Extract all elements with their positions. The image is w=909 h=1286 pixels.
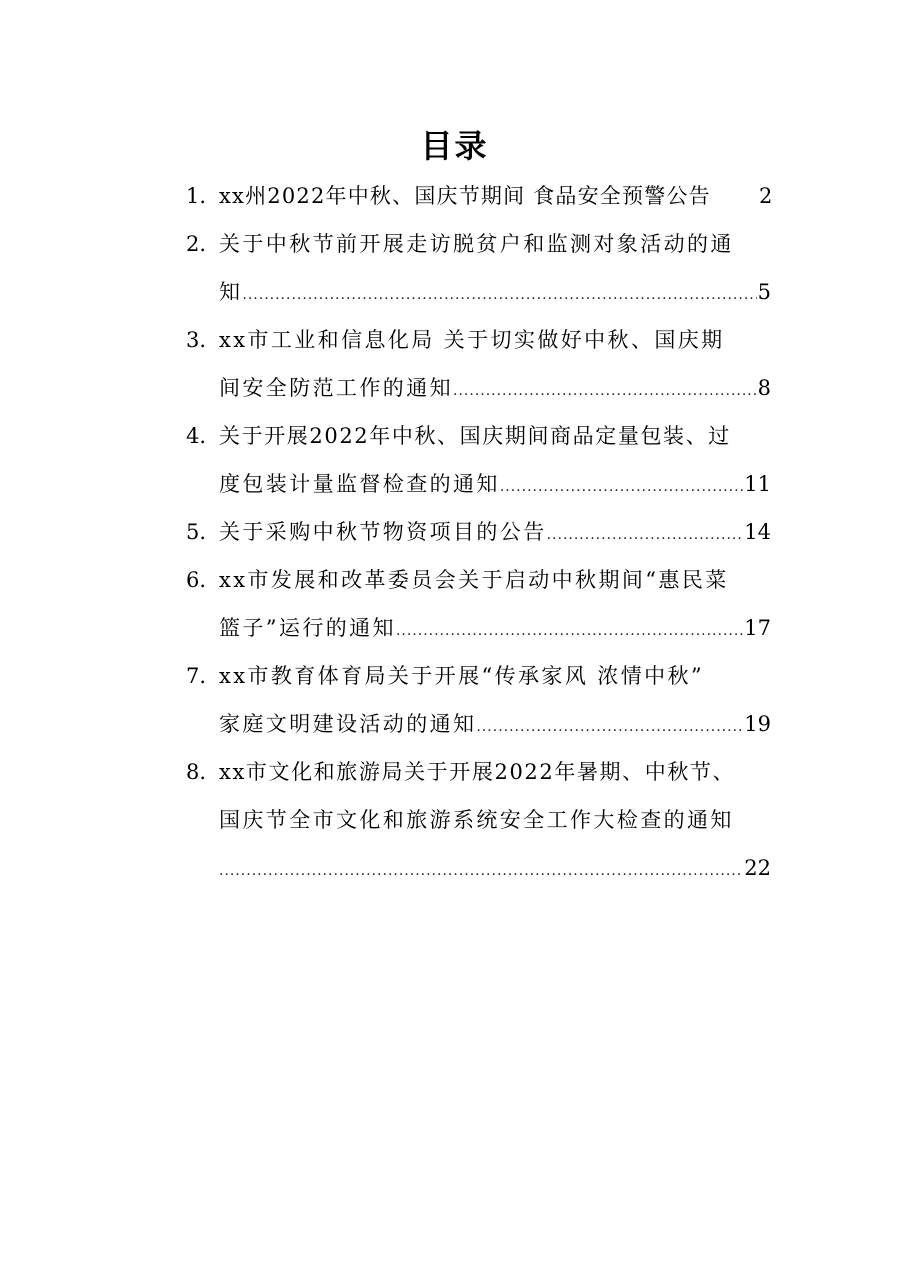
toc-entry-8[interactable] xyxy=(0,748,909,796)
toc-entry-4-cont[interactable] xyxy=(0,460,909,508)
dot-leader xyxy=(219,847,743,895)
toc-leader-row xyxy=(219,460,771,511)
toc-entry-number: 7. xyxy=(186,664,207,688)
dot-leader xyxy=(476,703,743,751)
toc-entry-text: xx市发展和改革委员会关于启动中秋期间“惠民菜 xyxy=(219,568,729,592)
toc-entry-number: 8. xyxy=(186,760,207,784)
dot-leader xyxy=(453,367,757,415)
dot-leader xyxy=(547,511,744,559)
toc-entry-page: 22 xyxy=(744,856,771,880)
toc-entry-text: 关于采购中秋节物资项目的公告 xyxy=(219,520,547,544)
toc-entry-text: xx市教育体育局关于开展“传承家风 浓情中秋” xyxy=(219,664,705,688)
toc-leader-row xyxy=(219,700,771,751)
toc-entry-page: 19 xyxy=(744,712,771,736)
dot-leader xyxy=(242,271,756,319)
toc-title: 目录 xyxy=(420,127,489,165)
toc-entry-page: 5 xyxy=(757,280,771,304)
toc-entry-3-cont[interactable] xyxy=(0,364,909,412)
toc-entry-5[interactable] xyxy=(0,508,909,556)
toc-entry-number: 3. xyxy=(186,328,207,352)
toc-entry-text: 关于开展2022年中秋、国庆期间商品定量包装、过 xyxy=(219,424,731,448)
toc-entry-7[interactable] xyxy=(0,652,909,700)
toc-entry-text: 度包装计量监督检查的通知 xyxy=(219,472,500,496)
toc-entry-number: 4. xyxy=(186,424,207,448)
toc-entry-number: 1. xyxy=(186,184,207,208)
toc-leader-row xyxy=(219,268,771,319)
toc-leader-row xyxy=(219,364,771,415)
toc-entry-text: 篮子”运行的通知 xyxy=(219,616,396,640)
toc-entry-page: 8 xyxy=(757,376,771,400)
toc-entry-page: 17 xyxy=(744,616,771,640)
toc-entry-8-cont[interactable] xyxy=(0,796,909,844)
toc-entry-text: 家庭文明建设活动的通知 xyxy=(219,712,477,736)
toc-entry-text: xx州2022年中秋、国庆节期间 食品安全预警公告 xyxy=(219,184,711,208)
toc-entry-page: 11 xyxy=(744,472,771,496)
toc-entry-number: 5. xyxy=(186,520,207,544)
toc-entry-1[interactable] xyxy=(0,172,909,220)
toc-entry-8-cont2[interactable] xyxy=(0,844,909,892)
toc-leader-row xyxy=(219,508,771,559)
toc-entry-6-cont[interactable] xyxy=(0,604,909,652)
toc-entry-text: xx市工业和信息化局 关于切实做好中秋、国庆期 xyxy=(219,328,725,352)
toc-entry-page: 2 xyxy=(759,184,773,208)
toc-entry-text: xx市文化和旅游局关于开展2022年暑期、中秋节、 xyxy=(219,760,736,784)
toc-entry-3[interactable] xyxy=(0,316,909,364)
toc-leader-row xyxy=(219,604,771,655)
toc-entry-text: 间安全防范工作的通知 xyxy=(219,376,453,400)
toc-entry-page: 14 xyxy=(744,520,771,544)
toc-entry-6[interactable] xyxy=(0,556,909,604)
toc-leader-row xyxy=(219,844,771,895)
toc-entry-text: 国庆节全市文化和旅游系统安全工作大检查的通知 xyxy=(219,808,734,832)
toc-entry-2-cont[interactable] xyxy=(0,268,909,316)
toc-entry-number: 2. xyxy=(186,232,207,256)
toc-entry-7-cont[interactable] xyxy=(0,700,909,748)
dot-leader xyxy=(396,607,743,655)
toc-entry-text: 关于中秋节前开展走访脱贫户和监测对象活动的通 xyxy=(219,232,734,256)
dot-leader xyxy=(500,463,743,511)
toc-entry-number: 6. xyxy=(186,568,207,592)
toc-entry-2[interactable] xyxy=(0,220,909,268)
toc-entry-4[interactable] xyxy=(0,412,909,460)
toc-entry-text: 知 xyxy=(219,280,243,304)
